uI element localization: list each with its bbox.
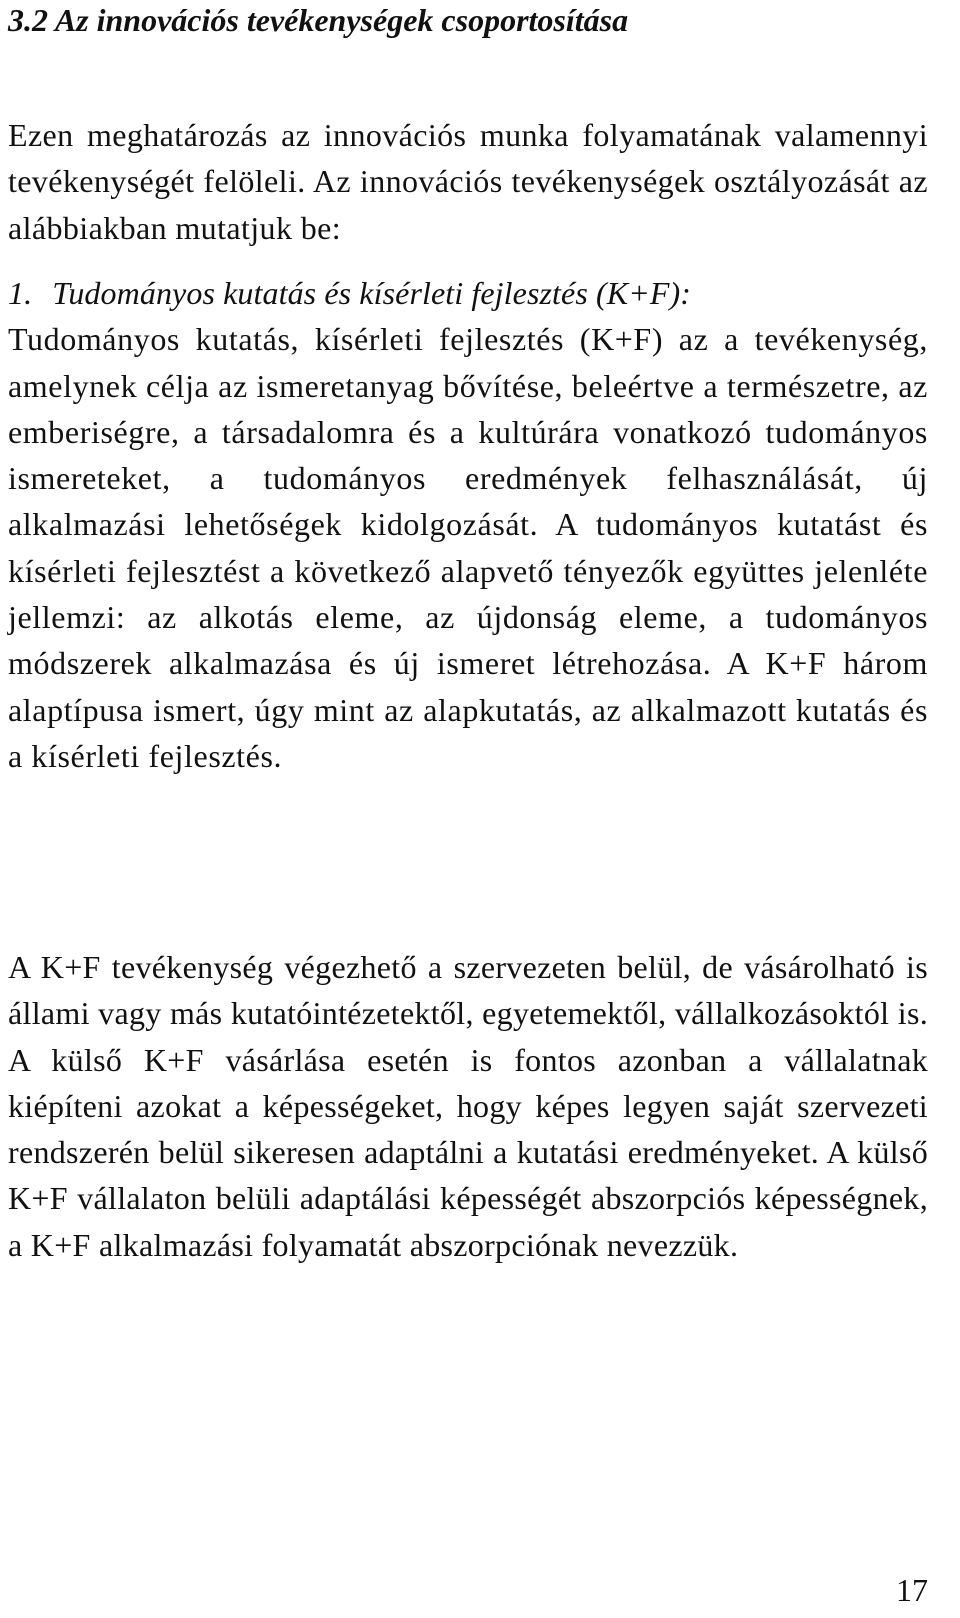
page-number: 17 [896,1572,928,1608]
list-item-title-line [8,270,928,316]
list-item [8,270,928,779]
body-paragraph: A K+F tevékenység végezhető a szervezeten belül, de vásárolható is állami vagy más kutatóintézetektől, egyetemektől, vállalkozásoktól is. A külső K+F vásárlása esetén is fontos azonban a vállalatnak kiépíteni azokat a képességeket, hogy képes legyen saját szervezeti rendszerén belül sikeresen adaptálni a kutatási eredményeket. A külső K+F vállalaton belüli adaptálási képességét abszorpciós képességnek, a K+F alkalmazási folyamatát abszorpciónak nevezzük. [8,949,928,1263]
intro-paragraph: Ezen meghatározás az innovációs munka folyamatának valamennyi tevékenységét felöleli. Az innovációs tevékenységek osztályozását az alábbiakban mutatjuk be: [8,117,928,246]
list-item-body: Tudományos kutatás, kísérleti fejlesztés (K+F) az a tevékenység, amelynek célja az ismeretanyag bővítése, beleértve a természetre, az emberiségre, a társadalomra és a kultúrára vonatkozó tudományos ismereteket, a tudományos eredmények felhasználását, új alkalmazási lehetőségek kidolgozását. A tudományos kutatást és kísérleti fejlesztést a következő alapvető tényezők együttes jelenléte jellemzi: az alkotás eleme, az újdonság eleme, a tudományos módszerek alkalmazása és új ismeret létrehozása. A K+F három alaptípusa ismert, úgy mint az alapkutatás, az alkalmazott kutatás és a kísérleti fejlesztés. [8,321,928,774]
list-item-body-wrap [8,316,928,779]
section-heading: 3.2 Az innovációs tevékenységek csoportosítása [8,2,629,38]
list-item-title: Tudományos kutatás és kísérleti fejlesztés (K+F): [52,275,692,311]
list-item-number: 1. [8,275,33,311]
